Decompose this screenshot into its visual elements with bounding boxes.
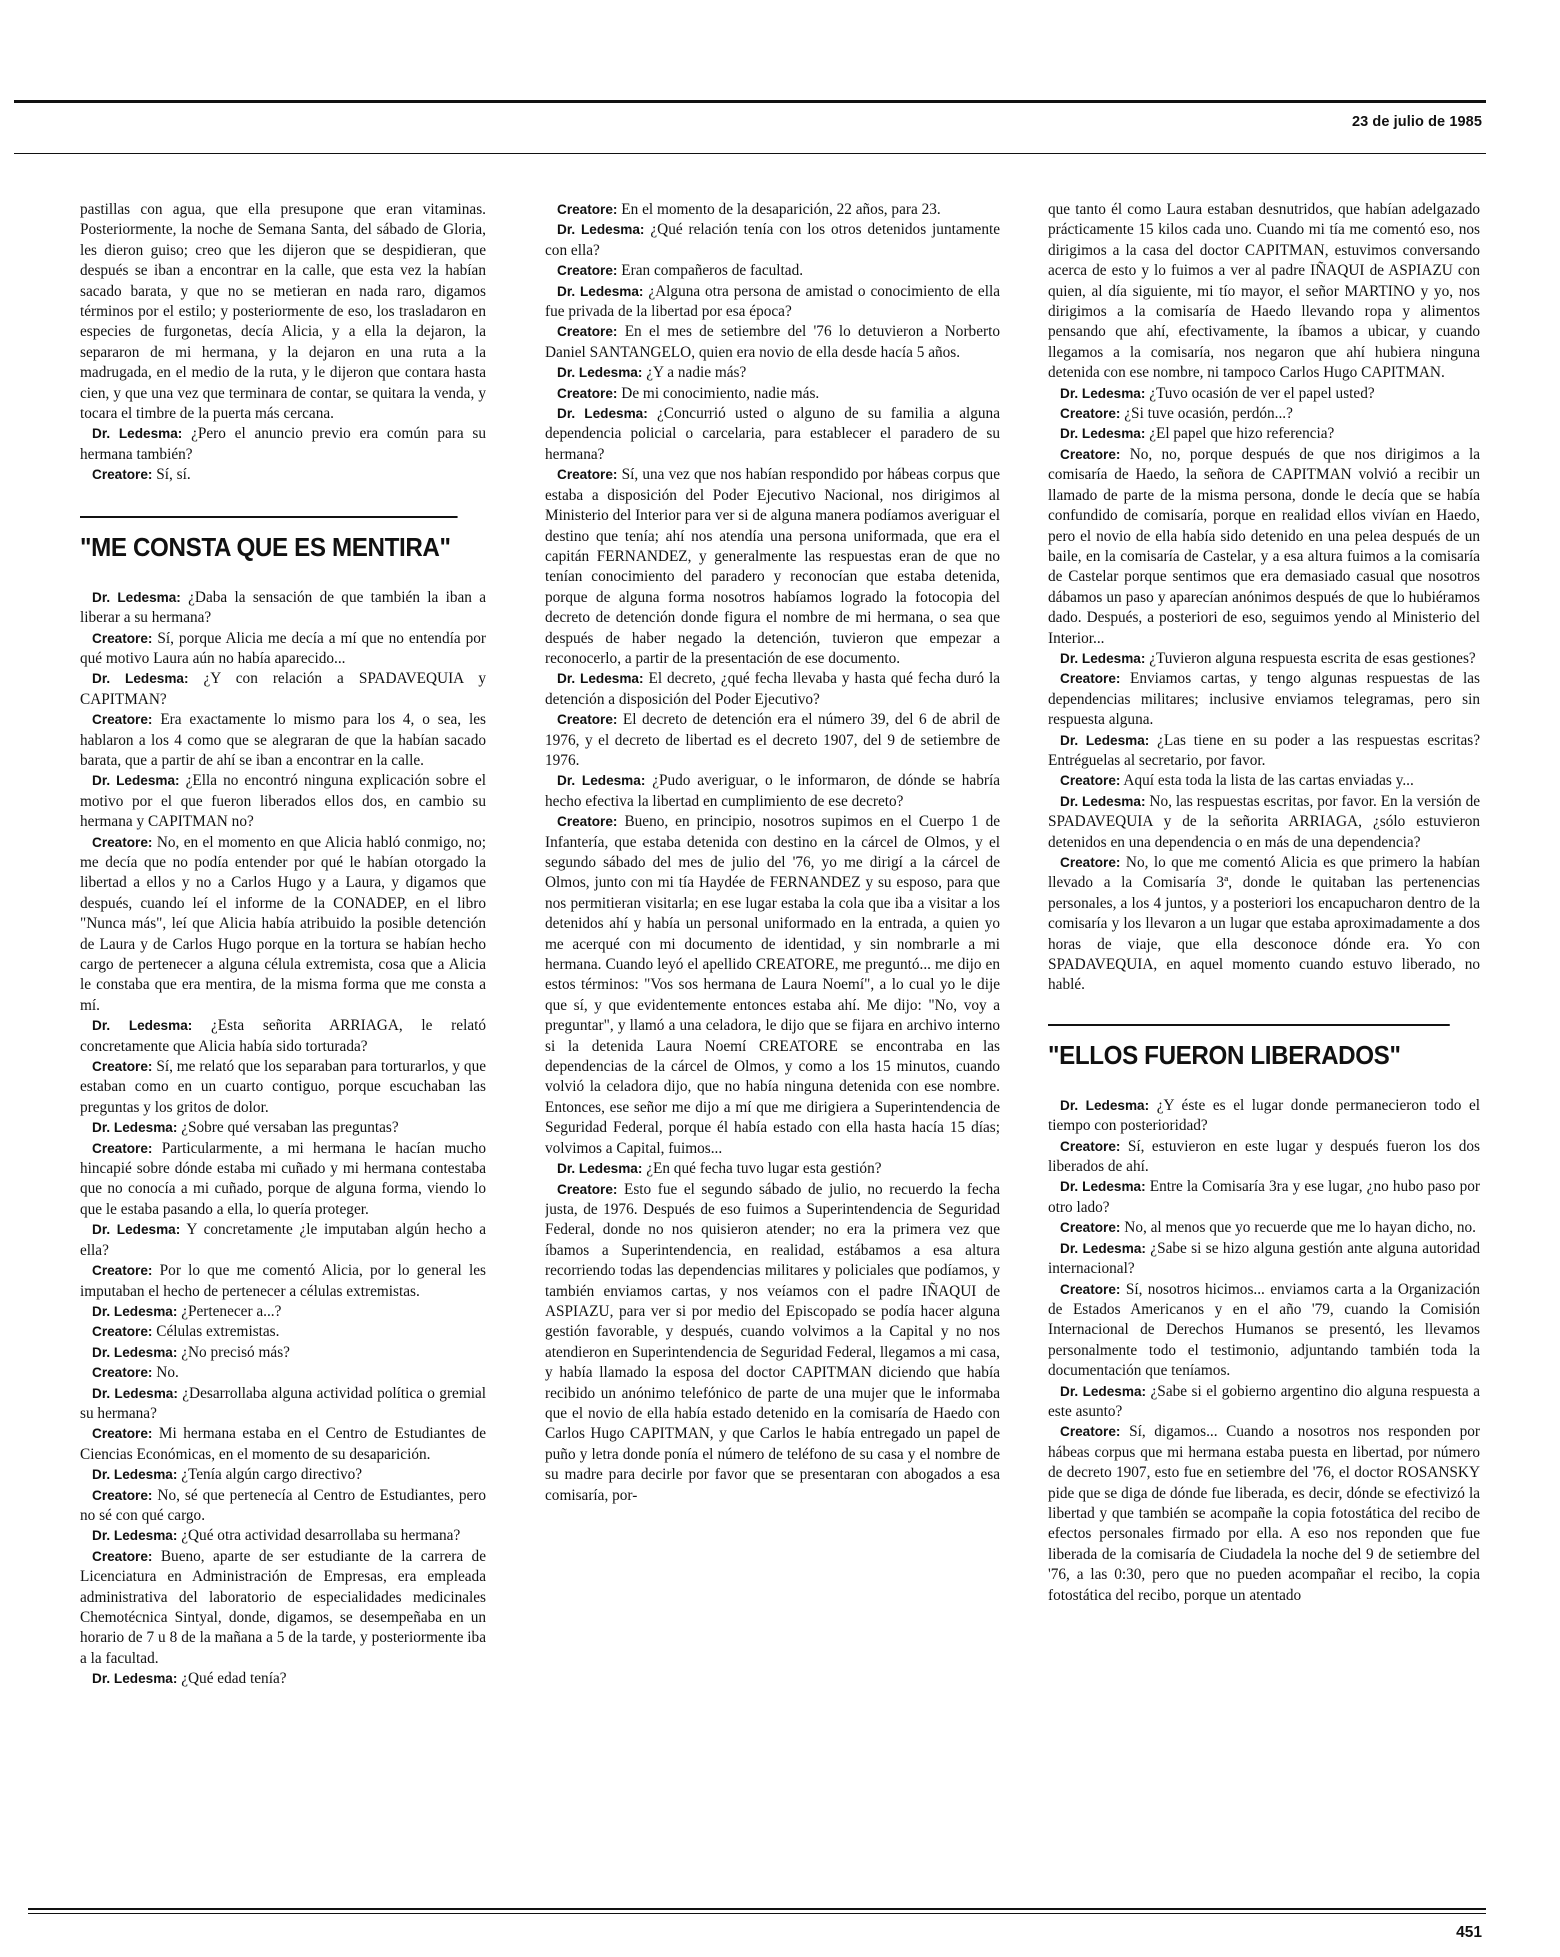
paragraph-text: ¿Y éste es el lugar donde permanecieron todo el tiempo con posterioridad? — [1048, 1096, 1480, 1135]
interview-paragraph — [1048, 404, 1480, 424]
speaker-label: Creatore: — [1060, 446, 1121, 462]
interview-paragraph — [1048, 792, 1480, 853]
paragraph-text: ¿Sobre qué versaban las preguntas? — [181, 1119, 399, 1137]
interview-paragraph — [80, 1261, 486, 1302]
interview-paragraph — [1048, 1239, 1480, 1280]
paragraph-text: que tanto él como Laura estaban desnutridos, que habían adelgazado prácticamente 15 kilos cada uno. Cuando mi tía me comentó eso, nos dirigimos a la casa del doctor CAPITMAN, estuvimos conversando acerca de esto y lo fuimos a ver al padre IÑAQUI de ASPIAZU con quien, al día siguiente, mi tío mayor, el señor MARTINO y yo, nos dirigimos a la comisaría de Haedo llevando ropa y alimentos pensando que ahí, efectivamente, la íbamos a ubicar, y cuando llegamos a la comisaría, nos negaron que ahí hubiera ninguna detenida con ese nombre, ni tampoco Carlos Hugo CAPITMAN. — [1048, 201, 1480, 382]
interview-paragraph — [545, 220, 1000, 261]
top-rule — [14, 100, 1486, 103]
speaker-label: Creatore: — [92, 1365, 153, 1381]
speaker-label: Dr. Ledesma: — [92, 1120, 178, 1136]
speaker-label: Creatore: — [557, 263, 618, 279]
interview-paragraph — [1048, 1096, 1480, 1137]
speaker-label: Dr. Ledesma: — [1060, 1179, 1146, 1195]
paragraph-text: ¿Y con relación a SPADAVEQUIA y CAPITMAN? — [80, 670, 486, 708]
interview-paragraph — [1048, 771, 1480, 791]
interview-paragraph — [80, 1465, 486, 1485]
interview-paragraph — [1048, 1177, 1480, 1218]
article-column-3 — [1048, 200, 1480, 1860]
speaker-label: Dr. Ledesma: — [1060, 1097, 1150, 1113]
paragraph-text: ¿Y a nadie más? — [646, 364, 747, 382]
speaker-label: Creatore: — [92, 1140, 153, 1156]
paragraph-text: Era exactamente lo mismo para los 4, o sea, les hablaron a los 4 como que se alegraran de que la habían sacado barata, que a partir de ahí se iban a encontrar en la calle. — [80, 711, 486, 769]
interview-paragraph — [545, 710, 1000, 771]
speaker-label: Creatore: — [557, 712, 618, 728]
interview-paragraph — [80, 1016, 486, 1057]
speaker-label: Dr. Ledesma: — [92, 1018, 193, 1034]
paragraph-text: ¿Pero el anuncio previo era común para su hermana también? — [80, 425, 486, 463]
paragraph-text: De mi conocimiento, nadie más. — [621, 384, 820, 402]
paragraph-text: ¿Tenía algún cargo directivo? — [181, 1466, 363, 1484]
speaker-label: Dr. Ledesma: — [1060, 1383, 1147, 1399]
paragraph-text: Por lo que me comentó Alicia, por lo general les imputaban el hecho de pertenecer a células extremistas. — [80, 1262, 486, 1300]
speaker-label: Dr. Ledesma: — [92, 589, 181, 605]
paragraph-text: Entre la Comisaría 3ra y ese lugar, ¿no hubo paso por otro lado? — [1048, 1178, 1480, 1216]
interview-paragraph — [1048, 731, 1480, 772]
page-number: 451 — [1456, 1924, 1482, 1941]
interview-paragraph — [1048, 649, 1480, 669]
paragraph-text: ¿Concurrió usted o alguno de su familia a alguna dependencia policial o carcelaria, para establecer el paradero de su hermana? — [545, 405, 1000, 463]
paragraph-text: En el mes de setiembre del '76 lo detuvieron a Norberto Daniel SANTANGELO, quien era novio de ella desde hacía 5 años. — [545, 323, 1000, 361]
interview-paragraph — [1048, 669, 1480, 730]
speaker-label: Creatore: — [92, 1487, 153, 1503]
paragraph-text: ¿Tuvieron alguna respuesta escrita de esas gestiones? — [1149, 649, 1476, 667]
speaker-label: Dr. Ledesma: — [92, 1222, 181, 1238]
paragraph-text: ¿Ella no encontró ninguna explicación sobre el motivo por el que fueron liberados ellos dos, en cambio su hermana y CAPITMAN no? — [80, 772, 486, 831]
paragraph-text: ¿Pertenecer a...? — [181, 1302, 282, 1320]
speaker-label: Dr. Ledesma: — [1060, 650, 1146, 666]
paragraph-text: Eran compañeros de facultad. — [621, 262, 804, 280]
speaker-label: Dr. Ledesma: — [92, 426, 183, 442]
paragraph-text: ¿Qué edad tenía? — [181, 1670, 287, 1688]
paragraph-text: Células extremistas. — [156, 1323, 280, 1341]
paragraph-text: ¿El papel que hizo referencia? — [1149, 425, 1335, 443]
paragraph-text: No, las respuestas escritas, por favor. En la versión de SPADAVEQUIA y de la señorita ARRIAGA, ¿sólo estuvieron detenidos en una dependencia o en más de una dependencia? — [1048, 792, 1480, 851]
interview-paragraph — [80, 1302, 486, 1322]
interview-paragraph — [1048, 384, 1480, 404]
interview-paragraph — [80, 710, 486, 771]
speaker-label: Creatore: — [92, 834, 153, 850]
speaker-label: Dr. Ledesma: — [557, 283, 644, 299]
paragraph-text: Sí, una vez que nos habían respondido por hábeas corpus que estaba a disposición del Poder Ejecutivo Nacional, nos dirigimos al Ministerio del Interior para ver si de alguna manera podíamos averiguar el destino que tenía; ahí nos atendía una persona uniformada, que era el capitán FERNANDEZ, y generalmente las respuestas eran de que no tenían conocimiento del paradero y reconocían que estaba detenida, porque de alguna forma nosotros habíamos logrado la fotocopia del decreto de detención donde figura el nombre de mi hermana, o sea que después de haber negado la detención, tuvieron que empezar a reconocerlo, a partir de la presentación de ese documento. — [545, 466, 1000, 667]
speaker-label: Creatore: — [1060, 406, 1121, 422]
interview-paragraph — [1048, 424, 1480, 444]
interview-paragraph — [1048, 1280, 1480, 1382]
paragraph-text: Sí, sí. — [156, 466, 191, 484]
speaker-label: Dr. Ledesma: — [92, 1528, 178, 1544]
paragraph-text: Bueno, en principio, nosotros supimos en el Cuerpo 1 de Infantería, que estaba detenida con destino en la cárcel de Olmos, y el segundo sábado del mes de julio del '76, yo me dirigí a la cárcel de Olmos, junto con mi tía Haydée de FERNANDEZ y su esposo, para que nos permitieran visitarla; en ese lugar estaba la cola que iba a visitar a los detenidos ahí y había un personal uniformado en la entrada, a quien yo me acerqué con mi documento de identidad, y sin nombrarle a mi hermana. Cuando leyó el apellido CREATORE, me preguntó... me dijo en estos términos: "Vos sos hermana de Laura Noemí", a lo cual yo le dije que sí, y que evidentemente entonces estaba ahí. Me dijo: "No, voy a preguntar", y llamó a una celadora, le dijo que se fijara en archivo interno si la detenida Laura Noemí CREATORE se encontraba en las dependencias de la cárcel de Olmos, y como a los 15 minutos, cuando volvió la celadora dijo, que no había ninguna detenida con ese nombre. Entonces, ese señor me dijo a mí que me dirigiera a Superintendencia de Seguridad Federal, porque él había estado con ella hasta hacía 15 días; volvimos a Capital, fuimos... — [545, 813, 1000, 1157]
paragraph-text: Mi hermana estaba en el Centro de Estudiantes de Ciencias Económicas, en el momento de su desaparición. — [80, 1425, 486, 1463]
paragraph-text: ¿Daba la sensación de que también la iban a liberar a su hermana? — [80, 588, 486, 627]
paragraph-text: Esto fue el segundo sábado de julio, no recuerdo la fecha justa, de 1976. Después de eso fuimos a Superintendencia de Seguridad Federal, donde no nos quisieron atender; no era la primera vez que íbamos a Superintendencia, en realidad, estábamos a esa altura recorriendo todas las dependencias militares y policiales que podíamos, y también enviamos cartas, y nos veíamos con el padre IÑAQUI de ASPIAZU, para ver si por medio del Episcopado se podía hacer alguna gestión favorable, y después, cuando volvimos a la Capital y no nos atendieron en Superintendencia de Seguridad Federal, llegamos a mi casa, y había llamado la esposa del doctor CAPITMAN diciendo que había recibido un anónimo telefónico de parte de una mujer que le informaba que el novio de ella había estado detenido en la comisaría de Haedo con Carlos Hugo CAPITMAN, y que Carlos le había entregado un papel de puño y letra donde ponía el número de teléfono de su casa y el nombre de su madre para decirle por favor que se presentaran con abogados a esa comisaría, por- — [545, 1180, 1000, 1504]
interview-paragraph — [545, 669, 1000, 710]
speaker-label: Dr. Ledesma: — [92, 1467, 178, 1483]
paragraph-text: El decreto, ¿qué fecha llevaba y hasta qué fecha duró la detención a disposición del Poder Ejecutivo? — [545, 670, 1000, 708]
section-heading: "ME CONSTA QUE ES MENTIRA" — [80, 516, 458, 562]
paragraph-text: Particularmente, a mi hermana le hacían mucho hincapié sobre dónde estaba mi cuñado y mi hermana contestaba que no conocía a mi cuñado, porque de alguna forma, viendo lo que le estaba pasando a ella, lo quería proteger. — [80, 1139, 486, 1218]
interview-paragraph — [545, 1159, 1000, 1179]
speaker-label: Dr. Ledesma: — [557, 773, 646, 789]
speaker-label: Dr. Ledesma: — [92, 1671, 178, 1687]
speaker-label: Dr. Ledesma: — [557, 1161, 643, 1177]
speaker-label: Creatore: — [557, 385, 618, 401]
interview-paragraph — [545, 282, 1000, 323]
speaker-label: Dr. Ledesma: — [557, 671, 644, 687]
paragraph-text: Sí, me relató que los separaban para torturarlos, y que estaban como en un cuarto contiguo, porque escuchaban las preguntas y los gritos de dolor. — [80, 1058, 486, 1116]
paragraph-text: ¿No precisó más? — [181, 1343, 290, 1361]
speaker-label: Creatore: — [557, 324, 618, 340]
article-column-1 — [80, 200, 486, 1860]
interview-paragraph — [80, 1526, 486, 1546]
interview-paragraph — [545, 812, 1000, 1159]
interview-paragraph — [80, 465, 486, 485]
paragraph-text: ¿En qué fecha tuvo lugar esta gestión? — [646, 1160, 882, 1178]
paragraph-text: Y concretamente ¿le imputaban algún hecho a ella? — [80, 1221, 486, 1259]
section-heading: "ELLOS FUERON LIBERADOS" — [1048, 1024, 1450, 1070]
interview-paragraph — [545, 200, 1000, 220]
speaker-label: Dr. Ledesma: — [557, 365, 643, 381]
paragraph-text: En el momento de la desaparición, 22 años, para 23. — [621, 201, 941, 218]
speaker-label: Creatore: — [92, 630, 153, 646]
interview-paragraph — [1048, 445, 1480, 649]
interview-paragraph — [1048, 853, 1480, 996]
header-bottom-rule — [14, 153, 1486, 154]
speaker-label: Creatore: — [557, 1181, 618, 1197]
speaker-label: Creatore: — [92, 1426, 153, 1442]
paragraph-text: No, no, porque después de que nos dirigimos a la comisaría de Haedo, la señora de CAPITMAN volvió a recibir un llamado de parte de la misma persona, donde le decía que se había confundido de comisaría, porque en realidad ellos vivían en Haedo, pero el novio de ella había sido detenido en una pelea después de un baile, en la comisaría de Castelar, y a esa altura fuimos a la comisaría de Castelar porque sentimos que era demasiado casual que nosotros dábamos un paso y aparecían anónimos después de que lo hubiéramos dado. Después, a posteriori de eso, seguimos yendo al Ministerio del Interior... — [1048, 445, 1480, 647]
interview-paragraph — [545, 363, 1000, 383]
interview-paragraph — [545, 384, 1000, 404]
interview-paragraph — [80, 424, 486, 465]
interview-paragraph — [80, 1424, 486, 1465]
interview-paragraph — [545, 404, 1000, 465]
interview-paragraph — [80, 1118, 486, 1138]
paragraph-text: ¿Alguna otra persona de amistad o conocimiento de ella fue privada de la libertad por esa época? — [545, 282, 1000, 321]
article-column-2 — [545, 200, 1000, 1860]
interview-paragraph — [80, 629, 486, 670]
speaker-label: Dr. Ledesma: — [92, 671, 189, 687]
interview-paragraph — [80, 833, 486, 1017]
paragraph-text: ¿Qué relación tenía con los otros detenidos juntamente con ella? — [545, 221, 1000, 259]
speaker-label: Dr. Ledesma: — [557, 222, 645, 238]
speaker-label: Creatore: — [1060, 1281, 1121, 1297]
speaker-label: Dr. Ledesma: — [1060, 793, 1146, 809]
speaker-label: Creatore: — [1060, 1138, 1121, 1154]
interview-paragraph — [80, 1322, 486, 1342]
interview-paragraph — [545, 1180, 1000, 1507]
paragraph-text: ¿Las tiene en su poder a las respuestas escritas? Entréguelas al secretario, por favor. — [1048, 731, 1480, 769]
interview-paragraph — [1048, 1382, 1480, 1423]
speaker-label: Creatore: — [557, 467, 618, 483]
footer-rule-top — [28, 1908, 1486, 1910]
paragraph-text: No. — [156, 1364, 179, 1382]
paragraph-text: pastillas con agua, que ella presupone que eran vitaminas. Posteriormente, la noche de Semana Santa, del sábado de Gloria, les dieron guiso; creo que les dijeron que se despidieran, que después se iban a encontrar en la calle, que esta vez la habían sacado barata, y que no se metieran en nada raro, digamos términos por el estilo; y posteriormente de eso, los trasladaron en especies de furgonetas, decía Alicia, y a ella la dejaron, la separaron de mi hermana, y la dejaron en una ruta a la madrugada, en el medio de la ruta, y le dijeron que contara hasta cien, y que una vez que terminara de contar, se quitara la venda, y tocara el timbre de la puerta más cercana. — [80, 201, 486, 423]
interview-paragraph — [80, 1669, 486, 1689]
interview-paragraph — [80, 588, 486, 629]
speaker-label: Creatore: — [1060, 1220, 1121, 1236]
interview-paragraph — [1048, 200, 1480, 384]
interview-paragraph — [80, 1486, 486, 1527]
paragraph-text: ¿Qué otra actividad desarrollaba su hermana? — [181, 1527, 461, 1545]
paragraph-text: No, lo que me comentó Alicia es que primero la habían llevado a la Comisaría 3ª, donde le quitaban las pertenencias personales, a los 4 juntos, y a posteriori los encapucharon dentro de la comisaría y los llevaron a un lugar que estaba aproximadamente a dos horas de viaje, que ella desconoce dónde era. Yo con SPADAVEQUIA, en aquel momento cuando estuvo liberado, no hablé. — [1048, 854, 1480, 994]
interview-paragraph — [1048, 1137, 1480, 1178]
interview-paragraph — [80, 1384, 486, 1425]
interview-paragraph — [545, 322, 1000, 363]
speaker-label: Dr. Ledesma: — [92, 773, 180, 789]
speaker-label: Creatore: — [92, 1263, 153, 1279]
interview-paragraph — [80, 669, 486, 710]
speaker-label: Creatore: — [1060, 773, 1121, 789]
interview-paragraph — [80, 1220, 486, 1261]
speaker-label: Dr. Ledesma: — [1060, 426, 1146, 442]
interview-paragraph — [80, 200, 486, 424]
paragraph-text: ¿Esta señorita ARRIAGA, le relató concretamente que Alicia había sido torturada? — [80, 1017, 486, 1055]
paragraph-text: Sí, digamos... Cuando a nosotros nos responden por hábeas corpus que mi hermana estaba puesta en libertad, por número de decreto 1907, esto fue en setiembre del '76, el doctor ROSANSKY pide que se diga de dónde fue liberada, es decir, dónde se efectivizó la libertad y que también se acompañe la copia fotostática del recibo de efectos personales firmado por ella. A eso nos reponden que fue liberada de la comisaría de Ciudadela la noche del 9 de setiembre del '76, a las 0:30, pero que no pueden acompañar el recibo, la copia fotostática del recibo, porque un atentado — [1048, 1423, 1480, 1604]
paragraph-text: El decreto de detención era el número 39, del 6 de abril de 1976, y el decreto de libertad es el decreto 1907, del 9 de setiembre de 1976. — [545, 711, 1000, 769]
interview-paragraph — [80, 1363, 486, 1383]
interview-paragraph — [545, 465, 1000, 669]
speaker-label: Creatore: — [557, 202, 618, 217]
paragraph-text: ¿Sabe si el gobierno argentino dio alguna respuesta a este asunto? — [1048, 1382, 1480, 1420]
interview-paragraph — [80, 1343, 486, 1363]
paragraph-text: Aquí esta toda la lista de las cartas enviadas y... — [1123, 772, 1414, 790]
speaker-label: Creatore: — [1060, 671, 1121, 687]
speaker-label: Dr. Ledesma: — [92, 1303, 178, 1319]
paragraph-text: No, sé que pertenecía al Centro de Estudiantes, pero no sé con qué cargo. — [80, 1486, 486, 1524]
paragraph-text: No, en el momento en que Alicia habló conmigo, no; me decía que no podía entender por qué le habían otorgado la libertad a ellos y no a Carlos Hugo y a Laura, y digamos que después, cuando leí el informe de la CONADEP, en el libro "Nunca más", leí que Alicia había atribuido la posible detención de Laura y de Carlos Hugo porque en la tortura se habían hecho cargo de pertenecer a alguna célula extremista, cosa que a Alicia le constaba que era mentira, de la misma forma que me consta a mí. — [80, 833, 486, 1014]
interview-paragraph — [80, 1057, 486, 1118]
speaker-label: Dr. Ledesma: — [557, 406, 648, 422]
paragraph-text: ¿Pudo averiguar, o le informaron, de dónde se habría hecho efectiva la libertad en cumplimiento de ese decreto? — [545, 772, 1000, 810]
paragraph-text: ¿Sabe si se hizo alguna gestión ante alguna autoridad internacional? — [1048, 1239, 1480, 1278]
paragraph-text: ¿Tuvo ocasión de ver el papel usted? — [1149, 384, 1375, 402]
speaker-label: Creatore: — [92, 467, 153, 483]
interview-paragraph — [80, 1547, 486, 1669]
paragraph-text: No, al menos que yo recuerde que me lo hayan dicho, no. — [1124, 1219, 1476, 1237]
speaker-label: Creatore: — [92, 1324, 153, 1340]
interview-paragraph — [80, 771, 486, 832]
speaker-label: Creatore: — [92, 712, 153, 728]
speaker-label: Creatore: — [557, 814, 618, 830]
paragraph-text: Sí, porque Alicia me decía a mí que no entendía por qué motivo Laura aún no había aparecido... — [80, 629, 486, 667]
speaker-label: Creatore: — [92, 1548, 153, 1564]
speaker-label: Creatore: — [1060, 855, 1121, 870]
speaker-label: Creatore: — [92, 1059, 153, 1075]
interview-paragraph — [1048, 1422, 1480, 1606]
speaker-label: Dr. Ledesma: — [1060, 1240, 1146, 1256]
speaker-label: Creatore: — [1060, 1424, 1121, 1440]
speaker-label: Dr. Ledesma: — [92, 1344, 178, 1360]
paragraph-text: Bueno, aparte de ser estudiante de la carrera de Licenciatura en Administración de Empresas, era empleada administrativa del laboratorio de especialidades medicinales Chemotécnica Sintyal, donde, digamos, se desempeñaba en un horario de 7 u 8 de la mañana a 5 de la tarde, y posteriormente iba a la facultad. — [80, 1547, 486, 1667]
interview-paragraph — [545, 261, 1000, 281]
footer-rule-bottom — [28, 1913, 1486, 1914]
speaker-label: Dr. Ledesma: — [1060, 385, 1146, 401]
paragraph-text: Sí, nosotros hicimos... enviamos carta a la Organización de Estados Americanos y en el año '79, cuando la Comisión Internacional de Derechos Humanos se presentó, les llevamos personalmente todo el testimonio, adjuntando también toda la documentación que teníamos. — [1048, 1280, 1480, 1380]
interview-paragraph — [1048, 1218, 1480, 1238]
paragraph-text: ¿Si tuve ocasión, perdón...? — [1124, 405, 1293, 423]
issue-date: 23 de julio de 1985 — [1351, 114, 1482, 130]
paragraph-text: Sí, estuvieron en este lugar y después fueron los dos liberados de ahí. — [1048, 1137, 1480, 1176]
interview-paragraph — [80, 1139, 486, 1221]
paragraph-text: Enviamos cartas, y tengo algunas respuestas de las dependencias militares; inclusive enviamos telegramas, pero sin respuesta alguna. — [1048, 670, 1480, 729]
speaker-label: Dr. Ledesma: — [1060, 732, 1150, 748]
paragraph-text: ¿Desarrollaba alguna actividad política o gremial su hermana? — [80, 1384, 486, 1422]
speaker-label: Dr. Ledesma: — [92, 1385, 178, 1401]
interview-paragraph — [545, 771, 1000, 812]
